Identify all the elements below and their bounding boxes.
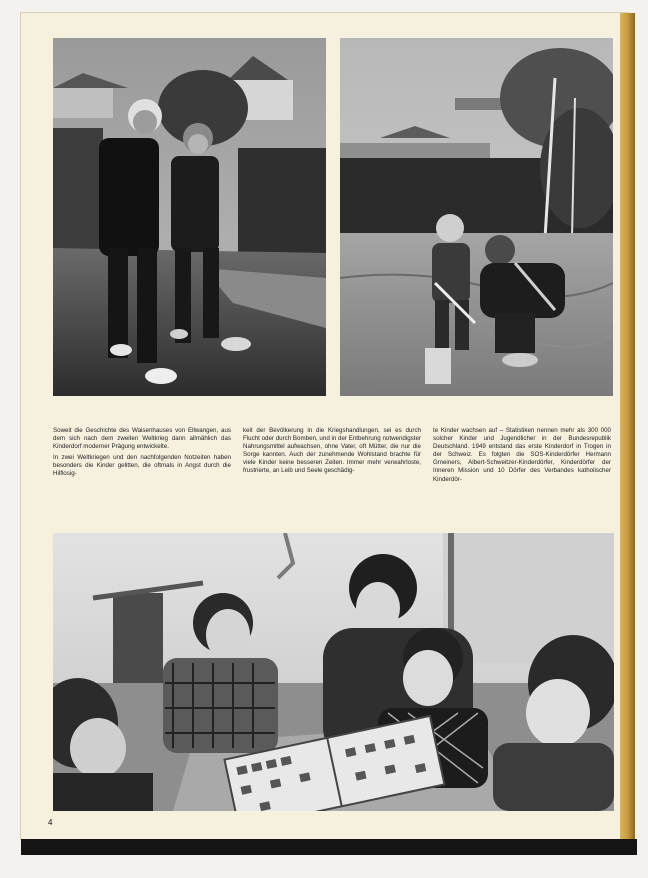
article-paragraph: Soweit die Geschichte des Waisenhauses von Ellwangen, aus dem sich nach dem zweiten Weltkrieg dann allmählich das Kinderdorf moderner Prägung entwickelte. — [53, 427, 231, 451]
children-digging-sand-photo — [340, 38, 613, 396]
children-walking-photo — [53, 38, 326, 396]
scan-bottom-edge — [21, 839, 637, 855]
article-column-1 — [53, 427, 231, 482]
page-number: 4 — [48, 818, 53, 827]
article-paragraph: keit der Bevölkerung in die Kriegshandlungen, sei es durch Flucht oder durch Bomben, und in der Entbehrung notwendigster Nahrungsmittel aufwachsen, ohne Vater, oft Mütter, die nur die Sorge kannten. Auch der zunehmende Wohlstand brachte für viele Kinder keine besseren Zeiten. Immer mehr verwahrloste, frustrierte, an Leib und Seele geschädig- — [243, 427, 421, 475]
teacher-with-children-at-table-photo — [53, 533, 614, 811]
article-column-2 — [243, 427, 421, 479]
article-paragraph: te Kinder wachsen auf – Statistiken nennen mehr als 300 000 solcher Kinder und Jugendlicher in der Bundesrepublik Deutschland. 1949 entstand das erste Kinderdorf in Trogen in der Schweiz. Es folgten die SOS-Kinderdörfer Hermann Gmeiners, Albert-Schweitzer-Kinderdörfer, Kinderdörfer der Inneren Mission und 10 Dörfer des Verbandes katholischer Kinderdör- — [433, 427, 611, 483]
article-column-3 — [433, 427, 611, 487]
article-paragraph: In zwei Weltkriegen und den nachfolgenden Notzeiten haben besonders die Kinder gelitten, die oftmals in Angst durch die Hilflosig- — [53, 454, 231, 478]
binding-edge — [620, 13, 635, 843]
